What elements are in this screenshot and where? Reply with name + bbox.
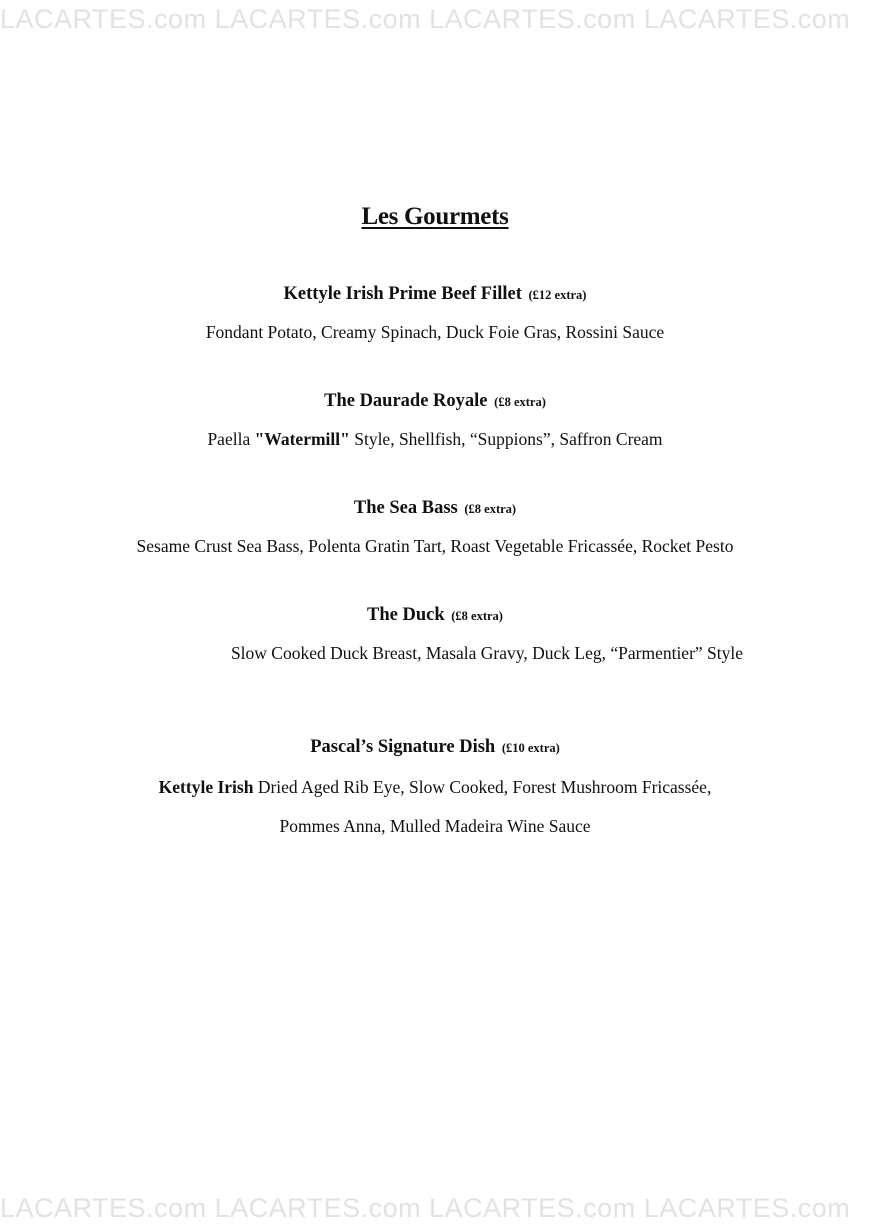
watermark-bottom: LACARTES.com LACARTES.com LACARTES.com LACARTES.com xyxy=(0,1193,851,1223)
desc-text: Style, Shellfish, “Suppions”, Saffron Cream xyxy=(349,429,663,449)
menu-title: Les Gourmets xyxy=(361,203,509,230)
dish-description-beef-fillet: Fondant Potato, Creamy Spinach, Duck Foie Gras, Rossini Sauce xyxy=(205,322,665,342)
watermark-top: LACARTES.com LACARTES.com LACARTES.com LACARTES.com xyxy=(0,4,851,34)
dish-extra-price: (£8 extra) xyxy=(451,609,503,623)
dish-name-signature-dish xyxy=(0,737,870,758)
dish-name-duck xyxy=(0,605,870,626)
dish-description-signature-line1 xyxy=(0,777,870,798)
dish-name-daurade-royale xyxy=(0,391,870,412)
dish-name-text: Pascal’s Signature Dish xyxy=(310,737,496,757)
dish-description-daurade-royale xyxy=(0,429,870,450)
dish-extra-price: (£12 extra) xyxy=(528,288,587,302)
dish-name-sea-bass xyxy=(0,498,870,519)
desc-bold-text: Kettyle Irish xyxy=(158,777,254,797)
desc-text: Paella xyxy=(207,429,255,449)
desc-text: Dried Aged Rib Eye, Slow Cooked, Forest Mushroom Fricassée, xyxy=(253,777,712,797)
dish-extra-price: (£8 extra) xyxy=(494,395,546,409)
dish-description-duck: Slow Cooked Duck Breast, Masala Gravy, Duck Leg, “Parmentier” Style xyxy=(230,643,744,663)
dish-description-signature-line2: Pommes Anna, Mulled Madeira Wine Sauce xyxy=(279,816,591,836)
dish-extra-price: (£8 extra) xyxy=(464,502,517,516)
dish-name-beef-fillet xyxy=(0,284,870,305)
desc-bold-text: "Watermill" xyxy=(254,429,350,449)
dish-name-text: Kettyle Irish Prime Beef Fillet xyxy=(283,284,522,304)
dish-description-sea-bass: Sesame Crust Sea Bass, Polenta Gratin Tart, Roast Vegetable Fricassée, Rocket Pesto xyxy=(136,536,734,556)
dish-extra-price: (£10 extra) xyxy=(501,741,560,755)
dish-name-text: The Daurade Royale xyxy=(324,391,488,411)
dish-name-text: The Duck xyxy=(367,605,445,625)
dish-name-text: The Sea Bass xyxy=(353,498,458,518)
